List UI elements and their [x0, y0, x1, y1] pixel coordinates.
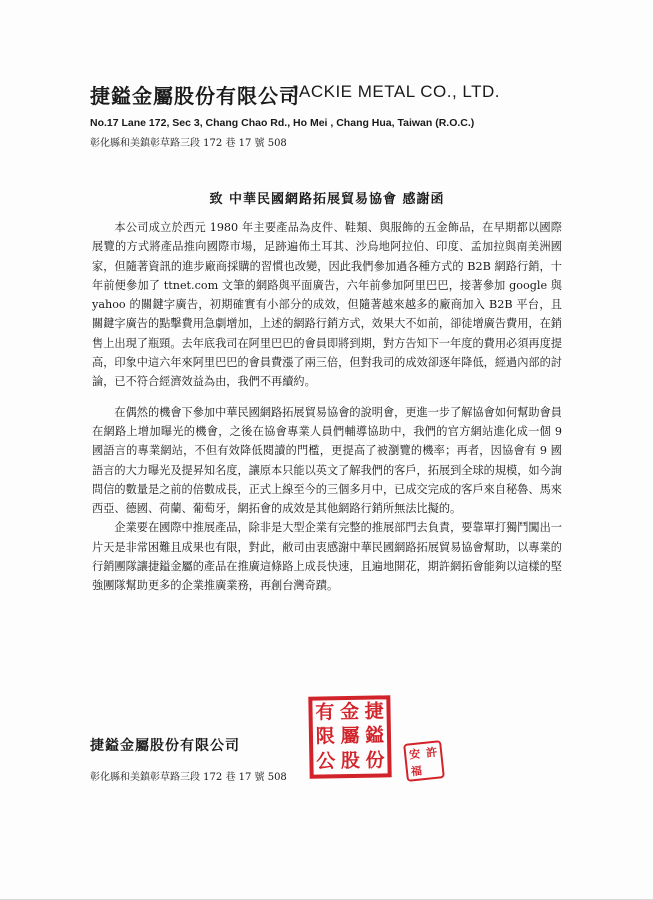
seal-char: 鎰	[364, 724, 385, 748]
seal-small-char: 許	[425, 745, 438, 760]
signature-address: 彰化縣和美鎮彰草路三段 172 巷 17 號 508	[90, 772, 287, 783]
seal-char: 金	[339, 700, 360, 723]
paragraph-2: 在偶然的機會下參加中華民國網路拓展貿易協會的說明會，更進一步了解協會如何幫助會員在網路上增加曝光的機會，之後在協會專業人員們輔導協助中，我們的官方網站進化成一個 9 國語言的專業網站，不但有效降低閱讀的門檻，更提高了被瀏覽的機率；再者，因協會有 9 國語言的大力曝光及提昇知名度，讓原本只能以英文了解我們的客戶，拓展到全球的規模，如今詢問信的數量是之前的倍數成長，正式上線至今的三個多月中，已成交完成的客戶來自秘魯、馬來西亞、德國、荷蘭、葡萄牙，網拓會的成效是其他網路行銷所無法比擬的。	[92, 405, 562, 516]
company-name-en: JACKIE METAL CO., LTD.	[290, 82, 500, 101]
seal-char: 份	[365, 749, 385, 772]
seal-small-char: 安	[408, 746, 421, 761]
company-address-en: No.17 Lane 172, Sec 3, Chang Chao Rd., Ho Mei , Chang Hua, Taiwan (R.O.C.)	[90, 117, 475, 129]
letter-body	[92, 218, 562, 596]
company-name-cn: 捷鎰金屬股份有限公司	[90, 84, 300, 108]
seal-char: 捷	[364, 700, 384, 723]
seal-char: 限	[315, 725, 336, 749]
seal-char: 股	[340, 749, 361, 773]
signature-company-name: 捷鎰金屬股份有限公司	[90, 738, 240, 754]
seal-small-char: 福	[410, 763, 423, 778]
paragraph-1: 本公司成立於西元 1980 年主要產品為皮件、鞋類、與服飾的五金飾品，在早期都以國際展覽的方式將產品推向國際市場，足跡遍佈土耳其、沙烏地阿拉伯、印度、孟加拉與南美洲國家，但隨著資訊的進步廠商採購的習慣也改變，因此我們參加過各種方式的 B2B 網路行銷，十年前便參加了 ttnet.com 文筆的網路與平面廣告，六年前參加阿里巴巴，接著參加 google 與 yahoo 的關鍵字廣告，初期確實有小部分的成效，但隨著越來越多的廠商加入 B2B 平台，且關鍵字廣告的點擊費用急劇增加，上述的網路行銷方式，效果大不如前，卻徒增廣告費用，在銷售上出現了瓶頸。去年底我司在阿里巴巴的會員即將到期，對方告知下一年度的費用必須再度提高，印象中這六年來阿里巴巴的會員費漲了兩三倍，但對我司的成效卻逐年降低，經過內部的討論，已不符合經濟效益為由，我們不再續約。	[92, 221, 562, 389]
seal-char: 有	[315, 701, 335, 724]
seal-char: 公	[316, 750, 336, 773]
company-address-cn: 彰化縣和美鎮彰草路三段 172 巷 17 號 508	[90, 138, 287, 149]
company-seal-stamp	[308, 695, 391, 778]
seal-char: 屬	[340, 725, 360, 748]
seal-small-char	[424, 759, 443, 778]
letter-title: 致 中華民國網路拓展貿易協會 感謝函	[209, 192, 445, 207]
personal-seal-stamp	[403, 740, 445, 782]
paragraph-3: 企業要在國際中推展產品，除非是大型企業有完整的推展部門去負責，要靠單打獨鬥闖出一片天是非常困難且成果也有限，對此，敝司由衷感謝中華民國網路拓展貿易協會幫助，以專業的行銷團隊讓捷鎰金屬的產品在推廣這條路上成長快速，且遍地開花，期許網拓會能夠以這樣的堅強團隊幫助更多的企業推廣業務，再創台灣奇蹟。	[92, 521, 562, 593]
